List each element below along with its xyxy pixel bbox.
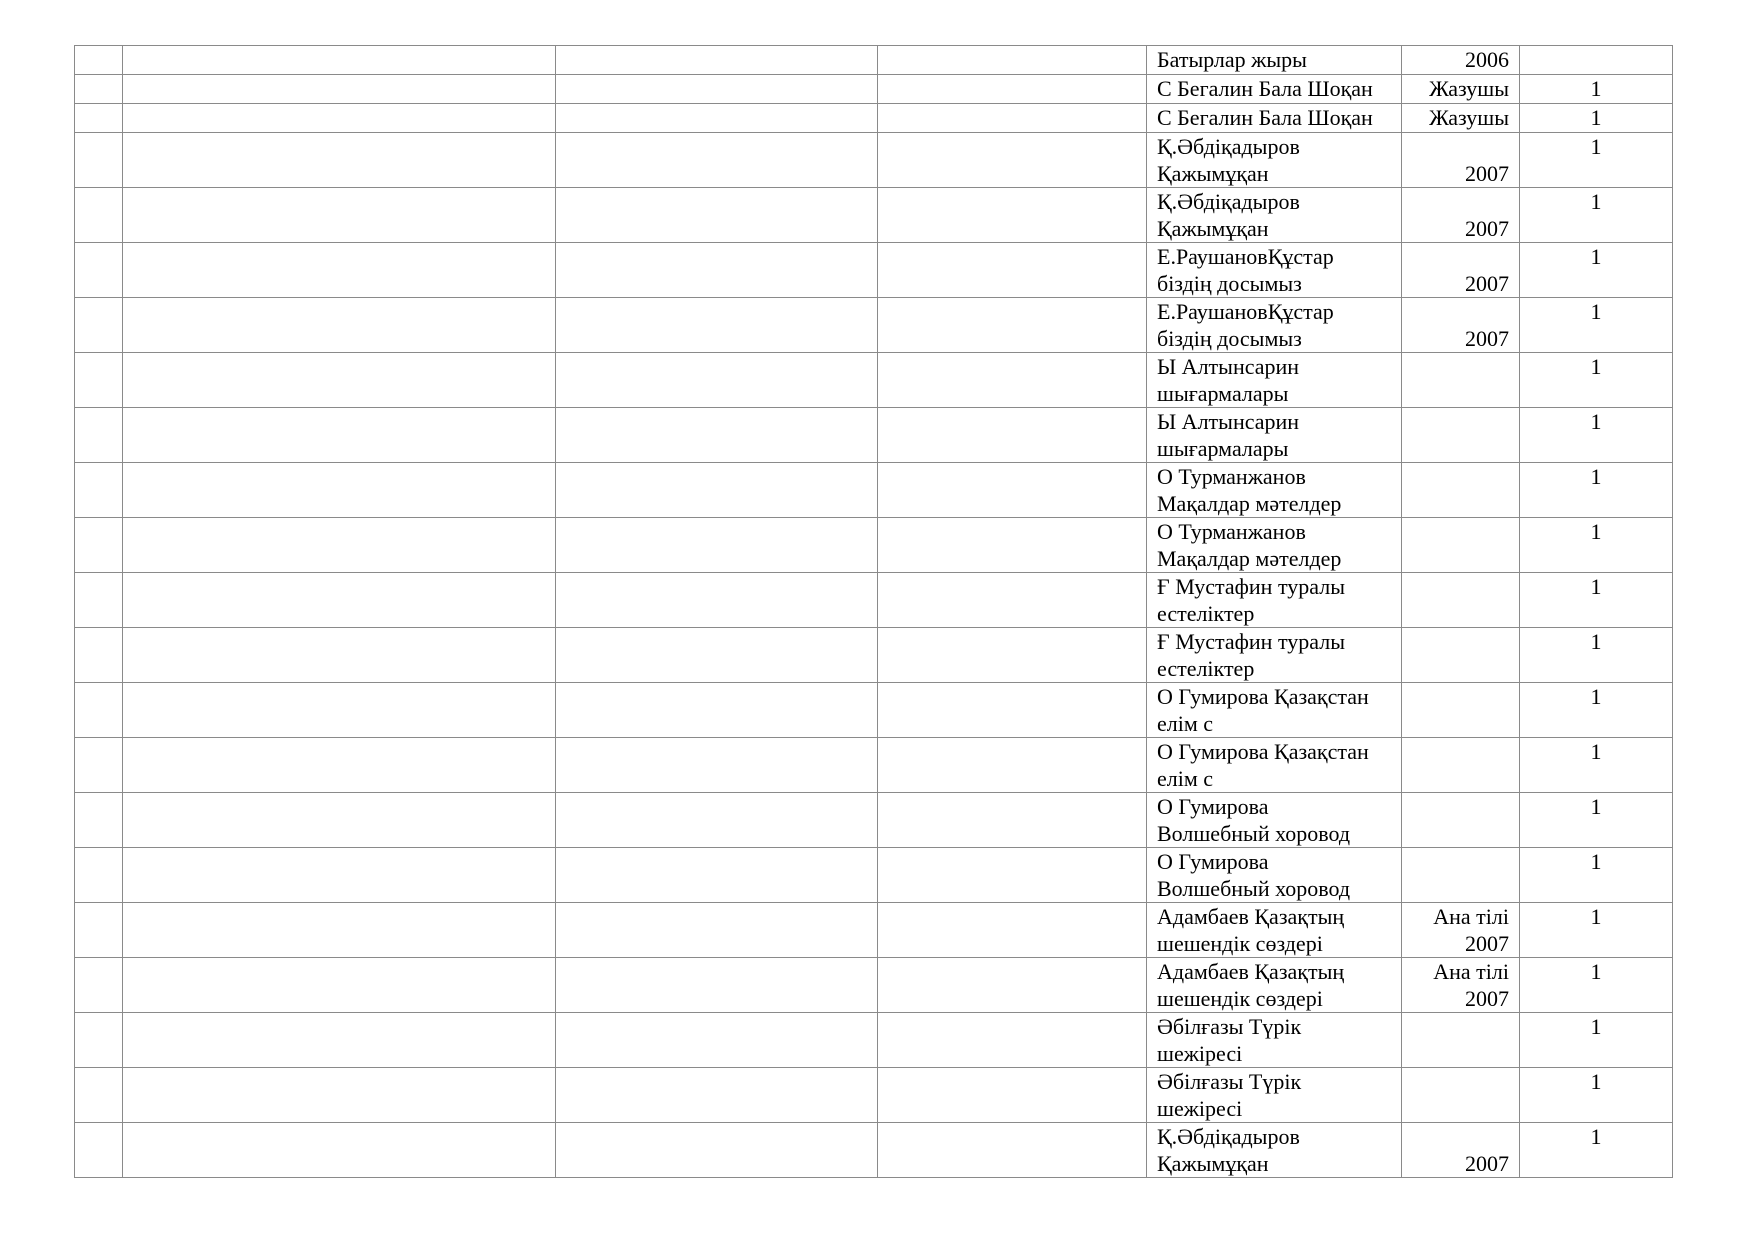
- book-count-cell: 1: [1520, 463, 1673, 518]
- book-count-cell: 1: [1520, 188, 1673, 243]
- book-title-cell: Адамбаев Қазақтың шешендік сөздері: [1147, 903, 1402, 958]
- empty-cell: [878, 793, 1147, 848]
- book-info-cell: 2007: [1402, 188, 1520, 243]
- empty-cell: [556, 793, 878, 848]
- number-cell: [75, 188, 123, 243]
- empty-cell: [878, 1013, 1147, 1068]
- table-row: [75, 463, 1673, 518]
- book-info-cell: Ана тілі 2007: [1402, 958, 1520, 1013]
- table-row: [75, 683, 1673, 738]
- table-row: [75, 353, 1673, 408]
- empty-cell: [878, 628, 1147, 683]
- number-cell: [75, 46, 123, 75]
- book-title-cell: Қ.Әбдіқадыров Қажымұқан: [1147, 188, 1402, 243]
- table-row: [75, 793, 1673, 848]
- book-count-cell: 1: [1520, 573, 1673, 628]
- book-info-cell: [1402, 518, 1520, 573]
- empty-cell: [123, 1013, 556, 1068]
- number-cell: [75, 133, 123, 188]
- table-row: [75, 1123, 1673, 1178]
- number-cell: [75, 518, 123, 573]
- book-info-cell: [1402, 848, 1520, 903]
- table-row: [75, 958, 1673, 1013]
- empty-cell: [878, 573, 1147, 628]
- empty-cell: [556, 46, 878, 75]
- empty-cell: [123, 353, 556, 408]
- empty-cell: [556, 353, 878, 408]
- empty-cell: [123, 408, 556, 463]
- empty-cell: [123, 104, 556, 133]
- number-cell: [75, 463, 123, 518]
- empty-cell: [556, 683, 878, 738]
- number-cell: [75, 683, 123, 738]
- number-cell: [75, 243, 123, 298]
- table-row: [75, 518, 1673, 573]
- empty-cell: [556, 848, 878, 903]
- book-count-cell: 1: [1520, 848, 1673, 903]
- empty-cell: [123, 298, 556, 353]
- number-cell: [75, 738, 123, 793]
- book-info-cell: [1402, 793, 1520, 848]
- table-row: [75, 75, 1673, 104]
- book-title-cell: Қ.Әбдіқадыров Қажымұқан: [1147, 1123, 1402, 1178]
- number-cell: [75, 353, 123, 408]
- empty-cell: [556, 104, 878, 133]
- book-info-cell: [1402, 353, 1520, 408]
- book-title-cell: Қ.Әбдіқадыров Қажымұқан: [1147, 133, 1402, 188]
- table-row: [75, 188, 1673, 243]
- number-cell: [75, 903, 123, 958]
- empty-cell: [878, 243, 1147, 298]
- book-info-cell: Ана тілі 2007: [1402, 903, 1520, 958]
- empty-cell: [878, 408, 1147, 463]
- book-count-cell: 1: [1520, 518, 1673, 573]
- empty-cell: [556, 1123, 878, 1178]
- empty-cell: [556, 133, 878, 188]
- empty-cell: [878, 738, 1147, 793]
- empty-cell: [556, 243, 878, 298]
- book-info-cell: 2007: [1402, 298, 1520, 353]
- book-title-cell: О Гумирова Волшебный хоровод: [1147, 848, 1402, 903]
- empty-cell: [556, 188, 878, 243]
- empty-cell: [878, 518, 1147, 573]
- book-count-cell: 1: [1520, 1068, 1673, 1123]
- empty-cell: [556, 298, 878, 353]
- table-body: [75, 46, 1673, 1178]
- empty-cell: [123, 793, 556, 848]
- empty-cell: [123, 188, 556, 243]
- book-info-cell: [1402, 573, 1520, 628]
- empty-cell: [123, 463, 556, 518]
- empty-cell: [556, 408, 878, 463]
- number-cell: [75, 848, 123, 903]
- empty-cell: [878, 353, 1147, 408]
- book-info-cell: 2007: [1402, 243, 1520, 298]
- table-row: [75, 408, 1673, 463]
- empty-cell: [556, 463, 878, 518]
- number-cell: [75, 1013, 123, 1068]
- empty-cell: [123, 848, 556, 903]
- empty-cell: [123, 1068, 556, 1123]
- empty-cell: [556, 628, 878, 683]
- book-title-cell: О Гумирова Волшебный хоровод: [1147, 793, 1402, 848]
- empty-cell: [123, 683, 556, 738]
- book-list-table: [74, 45, 1673, 1178]
- book-title-cell: Әбілғазы Түрік шежіресі: [1147, 1013, 1402, 1068]
- empty-cell: [878, 903, 1147, 958]
- empty-cell: [123, 75, 556, 104]
- book-info-cell: [1402, 738, 1520, 793]
- book-info-cell: Жазушы: [1402, 104, 1520, 133]
- book-title-cell: С Бегалин Бала Шоқан: [1147, 75, 1402, 104]
- empty-cell: [123, 903, 556, 958]
- empty-cell: [878, 104, 1147, 133]
- book-count-cell: [1520, 46, 1673, 75]
- empty-cell: [123, 628, 556, 683]
- book-info-cell: [1402, 628, 1520, 683]
- table-row: [75, 848, 1673, 903]
- number-cell: [75, 298, 123, 353]
- book-title-cell: О Турманжанов Мақалдар мәтелдер: [1147, 463, 1402, 518]
- empty-cell: [556, 75, 878, 104]
- table-row: [75, 628, 1673, 683]
- book-title-cell: Е.РаушановҚұстар біздің досымыз: [1147, 298, 1402, 353]
- empty-cell: [123, 243, 556, 298]
- empty-cell: [123, 46, 556, 75]
- book-info-cell: 2006: [1402, 46, 1520, 75]
- empty-cell: [556, 738, 878, 793]
- empty-cell: [878, 683, 1147, 738]
- book-title-cell: Ғ Мустафин туралы естеліктер: [1147, 628, 1402, 683]
- book-count-cell: 1: [1520, 958, 1673, 1013]
- empty-cell: [878, 1068, 1147, 1123]
- book-count-cell: 1: [1520, 353, 1673, 408]
- book-count-cell: 1: [1520, 793, 1673, 848]
- book-title-cell: Е.РаушановҚұстар біздің досымыз: [1147, 243, 1402, 298]
- empty-cell: [556, 518, 878, 573]
- empty-cell: [123, 738, 556, 793]
- number-cell: [75, 573, 123, 628]
- table-row: [75, 46, 1673, 75]
- book-info-cell: 2007: [1402, 133, 1520, 188]
- empty-cell: [123, 1123, 556, 1178]
- book-info-cell: 2007: [1402, 1123, 1520, 1178]
- number-cell: [75, 75, 123, 104]
- empty-cell: [556, 958, 878, 1013]
- number-cell: [75, 793, 123, 848]
- empty-cell: [556, 903, 878, 958]
- empty-cell: [878, 958, 1147, 1013]
- book-title-cell: Әбілғазы Түрік шежіресі: [1147, 1068, 1402, 1123]
- empty-cell: [556, 1013, 878, 1068]
- book-title-cell: Ғ Мустафин туралы естеліктер: [1147, 573, 1402, 628]
- book-count-cell: 1: [1520, 628, 1673, 683]
- empty-cell: [878, 46, 1147, 75]
- number-cell: [75, 1123, 123, 1178]
- book-count-cell: 1: [1520, 1013, 1673, 1068]
- book-info-cell: [1402, 1068, 1520, 1123]
- table-row: [75, 738, 1673, 793]
- number-cell: [75, 628, 123, 683]
- book-count-cell: 1: [1520, 133, 1673, 188]
- book-title-cell: Ы Алтынсарин шығармалары: [1147, 353, 1402, 408]
- empty-cell: [878, 463, 1147, 518]
- table-row: [75, 903, 1673, 958]
- empty-cell: [556, 1068, 878, 1123]
- empty-cell: [878, 848, 1147, 903]
- table-row: [75, 133, 1673, 188]
- book-count-cell: 1: [1520, 903, 1673, 958]
- table-row: [75, 243, 1673, 298]
- book-info-cell: Жазушы: [1402, 75, 1520, 104]
- number-cell: [75, 104, 123, 133]
- empty-cell: [878, 188, 1147, 243]
- book-title-cell: О Гумирова Қазақстан елім с: [1147, 683, 1402, 738]
- number-cell: [75, 408, 123, 463]
- empty-cell: [123, 133, 556, 188]
- empty-cell: [123, 958, 556, 1013]
- table-row: [75, 573, 1673, 628]
- book-count-cell: 1: [1520, 408, 1673, 463]
- empty-cell: [878, 298, 1147, 353]
- table-row: [75, 104, 1673, 133]
- table-row: [75, 1068, 1673, 1123]
- book-info-cell: [1402, 408, 1520, 463]
- book-title-cell: Ы Алтынсарин шығармалары: [1147, 408, 1402, 463]
- empty-cell: [123, 518, 556, 573]
- book-count-cell: 1: [1520, 104, 1673, 133]
- empty-cell: [878, 1123, 1147, 1178]
- empty-cell: [556, 573, 878, 628]
- book-count-cell: 1: [1520, 298, 1673, 353]
- book-info-cell: [1402, 463, 1520, 518]
- book-count-cell: 1: [1520, 243, 1673, 298]
- book-count-cell: 1: [1520, 738, 1673, 793]
- book-title-cell: Адамбаев Қазақтың шешендік сөздері: [1147, 958, 1402, 1013]
- book-title-cell: О Турманжанов Мақалдар мәтелдер: [1147, 518, 1402, 573]
- table-row: [75, 298, 1673, 353]
- empty-cell: [878, 75, 1147, 104]
- book-count-cell: 1: [1520, 75, 1673, 104]
- number-cell: [75, 958, 123, 1013]
- book-info-cell: [1402, 683, 1520, 738]
- empty-cell: [123, 573, 556, 628]
- book-info-cell: [1402, 1013, 1520, 1068]
- table-row: [75, 1013, 1673, 1068]
- book-title-cell: О Гумирова Қазақстан елім с: [1147, 738, 1402, 793]
- book-count-cell: 1: [1520, 1123, 1673, 1178]
- book-title-cell: С Бегалин Бала Шоқан: [1147, 104, 1402, 133]
- number-cell: [75, 1068, 123, 1123]
- book-count-cell: 1: [1520, 683, 1673, 738]
- book-title-cell: Батырлар жыры: [1147, 46, 1402, 75]
- empty-cell: [878, 133, 1147, 188]
